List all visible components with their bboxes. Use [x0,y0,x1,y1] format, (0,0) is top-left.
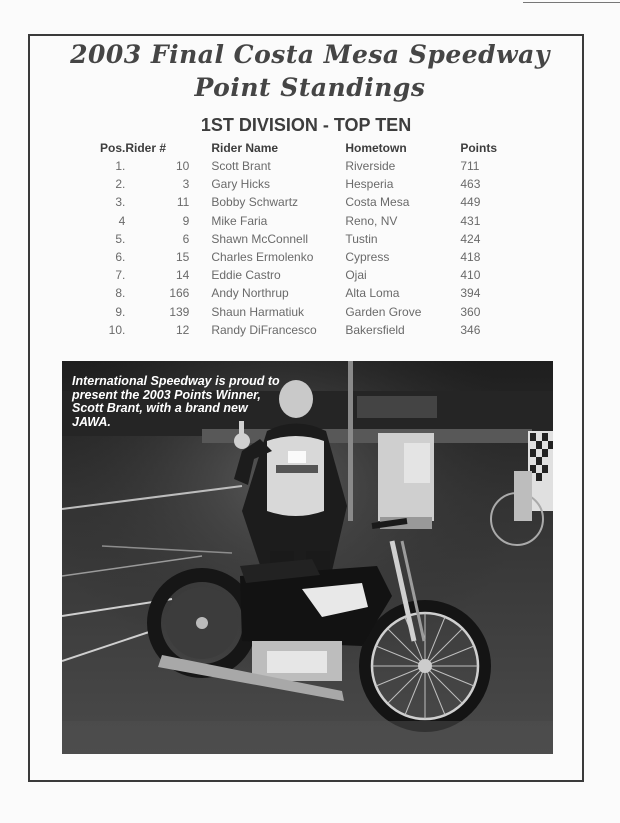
pos-cell: 9. [115,304,126,319]
rider-number-cell: 12 [175,322,190,337]
points-cell: 394 [460,286,481,301]
hometown-cell: Hesperia [345,177,394,192]
page-subtitle: Point Standings [194,73,426,102]
points-cell: 360 [460,304,481,319]
pos-cell: 6. [115,250,126,265]
pos-cell: 10. [108,322,126,337]
rider-number-cell: 9 [182,213,190,228]
points-cell: 449 [460,195,481,210]
hometown-cell: Garden Grove [345,304,422,319]
spacer-cell [189,321,211,339]
standings-table [100,138,520,339]
col-name-header: Rider Name [211,140,279,155]
points-cell: 418 [460,250,481,265]
hometown-cell: Alta Loma [345,286,400,301]
pos-cell: 2. [115,177,126,192]
points-cell: 711 [460,159,480,174]
rider-name-cell: Charles Ermolenko [211,250,314,265]
hometown-cell: Cypress [345,250,390,265]
hometown-cell: Riverside [345,159,396,174]
hometown-cell: Costa Mesa [345,195,410,210]
rider-name-cell: Bobby Schwartz [211,195,299,210]
table-row [100,321,520,339]
rider-number-cell: 15 [175,250,190,265]
pos-cell: 7. [115,268,126,283]
hometown-cell: Ojai [345,268,367,283]
points-cell: 431 [460,213,481,228]
hometown-cell: Bakersfield [345,322,405,337]
rider-number-cell: 3 [182,177,190,192]
col-spacer [189,138,211,157]
pos-cell: 1. [115,159,126,174]
rider-number-cell: 11 [176,195,190,210]
table-row [100,193,520,211]
rider-name-cell: Shaun Harmatiuk [211,304,305,319]
points-cell: 410 [460,268,481,283]
points-cell: 463 [460,177,481,192]
division-heading: 1ST DIVISION - TOP TEN [200,115,412,135]
rider-name-cell: Eddie Castro [211,268,281,283]
rider-number-cell: 6 [182,231,190,246]
hometown-cell: Reno, NV [345,213,398,228]
spacer-cell [189,303,211,321]
spacer-cell [189,193,211,211]
rider-number-cell: 10 [175,159,190,174]
rider-name-cell: Gary Hicks [211,177,271,192]
rider-number-cell: 14 [175,268,190,283]
spacer-cell [189,266,211,284]
hometown-cell: Tustin [345,231,378,246]
col-points-header: Points [460,140,498,155]
rider-name-cell: Scott Brant [211,159,271,174]
rider-name-cell: Randy DiFrancesco [211,322,317,337]
photo-caption: International Speedway is proud to present the 2003 Points Winner, Scott Brant, with a brand new JAWA. [72,374,280,429]
rider-name-cell: Mike Faria [211,213,268,228]
spacer-cell [189,157,211,175]
rider-name-cell: Shawn McConnell [211,231,309,246]
table-row [100,175,520,193]
points-cell: 346 [460,322,481,337]
pos-cell: 3. [115,195,126,210]
spacer-cell [189,248,211,266]
pos-cell: 8. [115,286,126,301]
col-rider-header: Rider # [125,140,167,155]
rider-number-cell: 166 [169,286,190,301]
spacer-cell [189,175,211,193]
page-title: 2003 Final Costa Mesa Speedway [70,40,550,69]
winner-photo [62,361,553,754]
col-pos-header: Pos. [100,140,126,155]
table-row [100,303,520,321]
top-edge-line [523,2,620,3]
table-row [100,248,520,266]
col-hometown-header: Hometown [345,140,407,155]
spacer-cell [189,230,211,248]
rider-number-cell: 139 [169,304,190,319]
pos-cell: 5. [115,231,126,246]
table-row [100,230,520,248]
table-row [100,212,520,230]
table-header-row [100,138,520,157]
spacer-cell [189,212,211,230]
rider-name-cell: Andy Northrup [211,286,289,301]
spacer-cell [189,284,211,302]
table-row [100,266,520,284]
points-cell: 424 [460,231,481,246]
table-row [100,284,520,302]
table-row [100,157,520,175]
pos-cell: 4 [118,213,126,228]
